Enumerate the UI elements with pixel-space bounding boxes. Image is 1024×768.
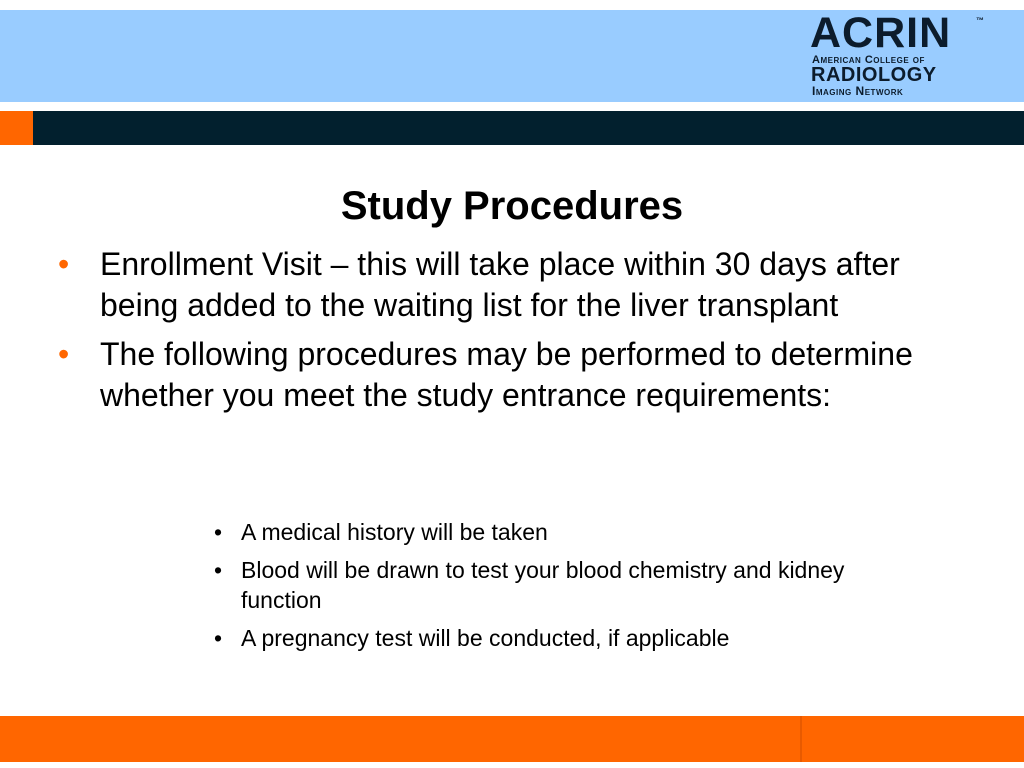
main-bullet-text: Enrollment Visit – this will take place within 30 days after being added to the waiting list for the liver transplant (100, 246, 900, 323)
main-bullet-text: The following procedures may be performed to determine whether you meet the study entrance requirements: (100, 336, 913, 413)
sub-bullet-icon: • (214, 519, 223, 545)
logo-wordmark: ACRIN (810, 9, 952, 57)
acrin-logo (808, 10, 988, 98)
sub-bullet-item (214, 517, 914, 547)
sub-bullet-item (214, 555, 914, 615)
sub-bullet-text: A pregnancy test will be conducted, if applicable (241, 625, 730, 651)
footer-band (0, 716, 1024, 762)
sub-bullet-text: Blood will be drawn to test your blood chemistry and kidney function (241, 557, 845, 613)
footer-divider (800, 716, 802, 762)
sub-bullet-item (214, 623, 914, 653)
logo-line-network: Imaging Network (812, 84, 904, 98)
logo-line-college: American College of (812, 54, 925, 66)
sub-bullet-icon: • (214, 625, 223, 651)
bullet-icon: • (58, 336, 70, 372)
main-bullet-item (58, 334, 978, 416)
sub-bullet-icon: • (214, 557, 223, 583)
bullet-icon: • (58, 246, 70, 282)
main-bullet-item (58, 244, 978, 326)
main-bullet-list (58, 244, 978, 424)
logo-line-radiology: RADIOLOGY (811, 64, 937, 86)
sub-bullet-list (214, 517, 914, 661)
slide-title: Study Procedures (340, 184, 684, 228)
dark-divider-band (0, 111, 1024, 145)
orange-accent-square (0, 111, 33, 145)
logo-trademark: ™ (976, 16, 984, 25)
sub-bullet-text: A medical history will be taken (241, 519, 548, 545)
